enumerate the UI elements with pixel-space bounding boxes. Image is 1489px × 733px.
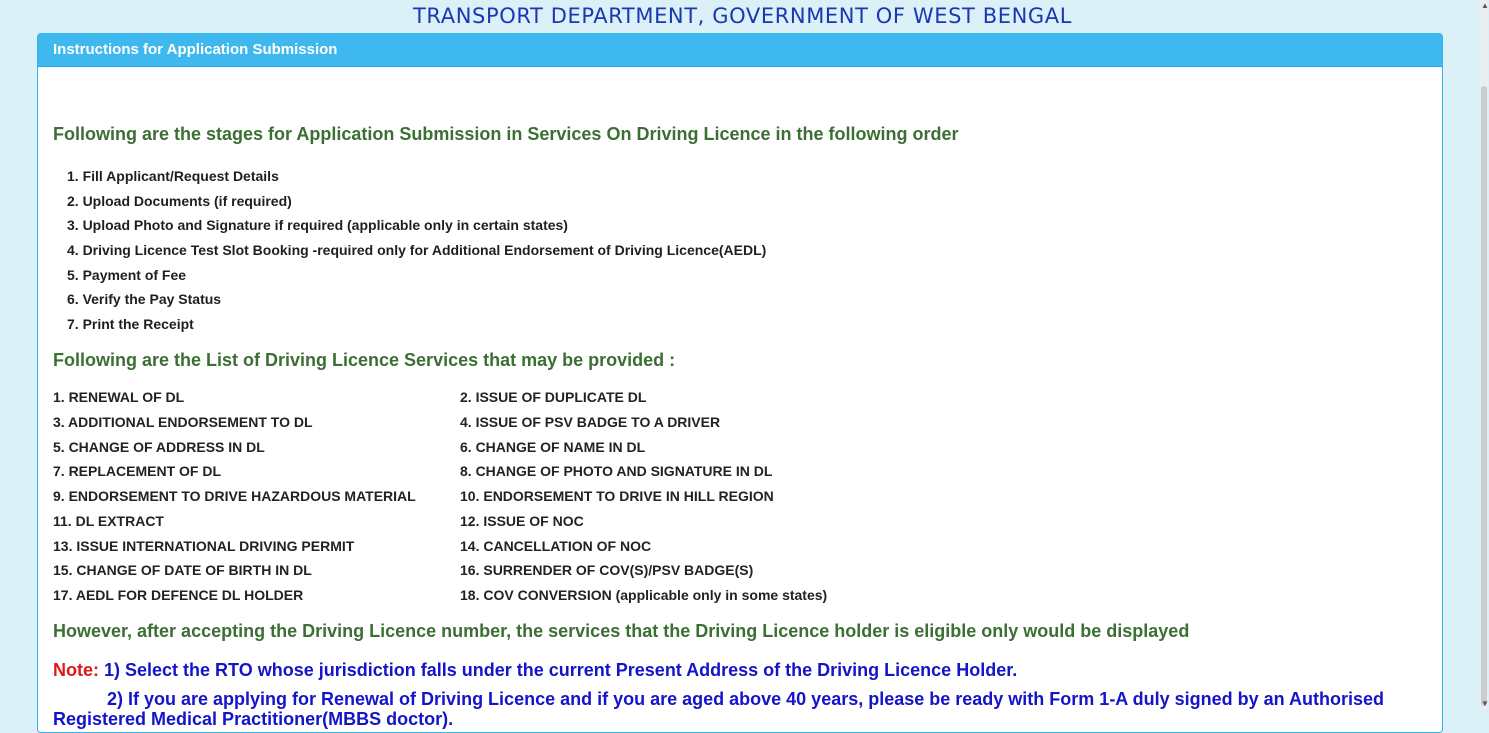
stage-item: 5. Payment of Fee: [67, 267, 187, 283]
service-item: 8. CHANGE OF PHOTO AND SIGNATURE IN DL: [460, 463, 773, 479]
stage-item: 3. Upload Photo and Signature if required (applicable only in certain states): [67, 217, 568, 233]
note-1: [53, 660, 1017, 681]
service-item: 17. AEDL FOR DEFENCE DL HOLDER: [53, 587, 304, 603]
service-item: 3. ADDITIONAL ENDORSEMENT TO DL: [53, 414, 313, 430]
note-2-line-2: Registered Medical Practitioner(MBBS doctor).: [53, 709, 454, 729]
instructions-panel: [37, 33, 1443, 733]
stage-item: 1. Fill Applicant/Request Details: [67, 168, 279, 184]
service-item: 14. CANCELLATION OF NOC: [460, 538, 652, 554]
service-item: 6. CHANGE OF NAME IN DL: [460, 439, 646, 455]
service-item: 9. ENDORSEMENT TO DRIVE HAZARDOUS MATERIAL: [53, 488, 416, 504]
stage-item: 6. Verify the Pay Status: [67, 291, 222, 307]
note-1-text: 1) Select the RTO whose jurisdiction falls under the current Present Address of the Driving Licence Holder.: [99, 660, 1018, 680]
service-item: 12. ISSUE OF NOC: [460, 513, 584, 529]
service-item: 13. ISSUE INTERNATIONAL DRIVING PERMIT: [53, 538, 355, 554]
note-label: Note:: [53, 660, 99, 680]
page-scrollbar[interactable]: [1480, 0, 1488, 710]
service-item: 16. SURRENDER OF COV(S)/PSV BADGE(S): [460, 562, 754, 578]
scroll-down-icon[interactable]: ▼: [1481, 699, 1489, 708]
service-item: 10. ENDORSEMENT TO DRIVE IN HILL REGION: [460, 488, 774, 504]
scroll-thumb[interactable]: [1481, 86, 1487, 706]
service-item: 11. DL EXTRACT: [53, 513, 164, 529]
services-heading: Following are the List of Driving Licence Services that may be provided :: [53, 350, 676, 370]
stage-item: 7. Print the Receipt: [67, 316, 194, 332]
service-item: 7. REPLACEMENT OF DL: [53, 463, 222, 479]
service-item: 4. ISSUE OF PSV BADGE TO A DRIVER: [460, 414, 721, 430]
note-2-line-1: 2) If you are applying for Renewal of Driving Licence and if you are aged above 40 years, please be ready with Form 1-A duly signed by an Authorised: [107, 689, 1384, 709]
eligibility-note: However, after accepting the Driving Licence number, the services that the Driving Licence holder is eligible only would be displayed: [53, 621, 1190, 641]
service-item: 5. CHANGE OF ADDRESS IN DL: [53, 439, 265, 455]
page-header: [0, 0, 1480, 34]
page-title: TRANSPORT DEPARTMENT, GOVERNMENT OF WEST BENGAL: [413, 4, 1073, 28]
stages-heading: Following are the stages for Application Submission in Services On Driving Licence in the following order: [53, 124, 959, 144]
stage-item: 2. Upload Documents (if required): [67, 193, 292, 209]
service-item: 1. RENEWAL OF DL: [53, 389, 185, 405]
service-item: 18. COV CONVERSION (applicable only in some states): [460, 587, 828, 603]
service-item: 15. CHANGE OF DATE OF BIRTH IN DL: [53, 562, 312, 578]
panel-heading: Instructions for Application Submission: [38, 34, 1442, 67]
service-item: 2. ISSUE OF DUPLICATE DL: [460, 389, 647, 405]
scroll-up-icon[interactable]: ▲: [1481, 1, 1489, 10]
stage-item: 4. Driving Licence Test Slot Booking -required only for Additional Endorsement of Driving Licence(AEDL): [67, 242, 767, 258]
